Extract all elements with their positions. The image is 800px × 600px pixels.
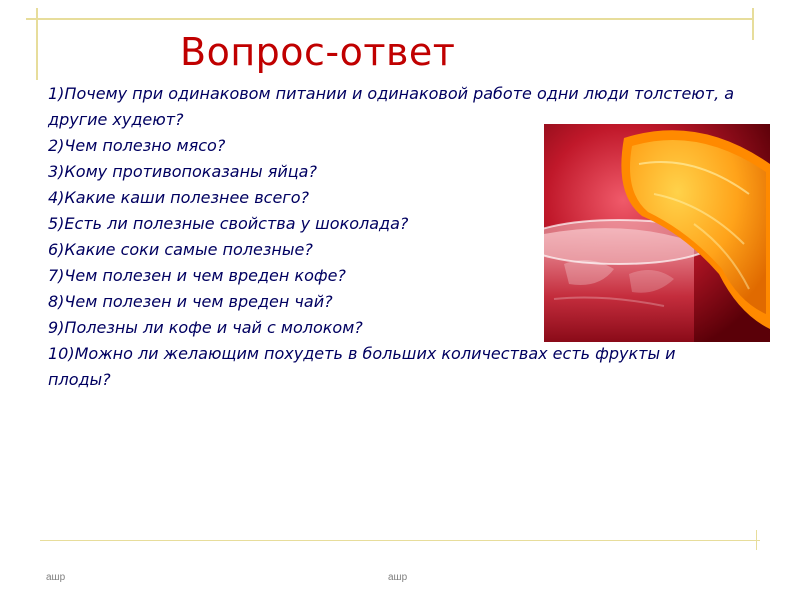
- question-item: 4)Какие каши полезнее всего?: [48, 188, 309, 207]
- question-item: 3)Кому противопоказаны яйца?: [48, 162, 317, 181]
- question-item: 1)Почему при одинаковом питании и одинаковой работе одни люди толстеют, а другие худеют?: [48, 84, 735, 129]
- question-item: 10)Можно ли желающим похудеть в больших количествах есть фрукты и плоды?: [48, 344, 676, 389]
- question-item: 7)Чем полезен и чем вреден кофе?: [48, 266, 346, 285]
- question-item: 5)Есть ли полезные свойства у шоколада?: [48, 214, 409, 233]
- frame-line-top: [26, 18, 754, 20]
- footer-center-text: ашр: [388, 572, 408, 583]
- question-item: 2)Чем полезно мясо?: [48, 136, 226, 155]
- frame-line-left: [36, 8, 38, 80]
- question-item: 9)Полезны ли кофе и чай с молоком?: [48, 318, 363, 337]
- question-item: 6)Какие соки самые полезные?: [48, 240, 313, 259]
- frame-line-bottom: [40, 540, 760, 541]
- footer-left-text: ашр: [46, 572, 66, 583]
- frame-line-right: [752, 8, 754, 40]
- slide-title: Вопрос-ответ: [180, 30, 456, 74]
- question-item: 8)Чем полезен и чем вреден чай?: [48, 292, 333, 311]
- frame-tick-bottom: [756, 530, 757, 550]
- questions-list: [48, 81, 748, 393]
